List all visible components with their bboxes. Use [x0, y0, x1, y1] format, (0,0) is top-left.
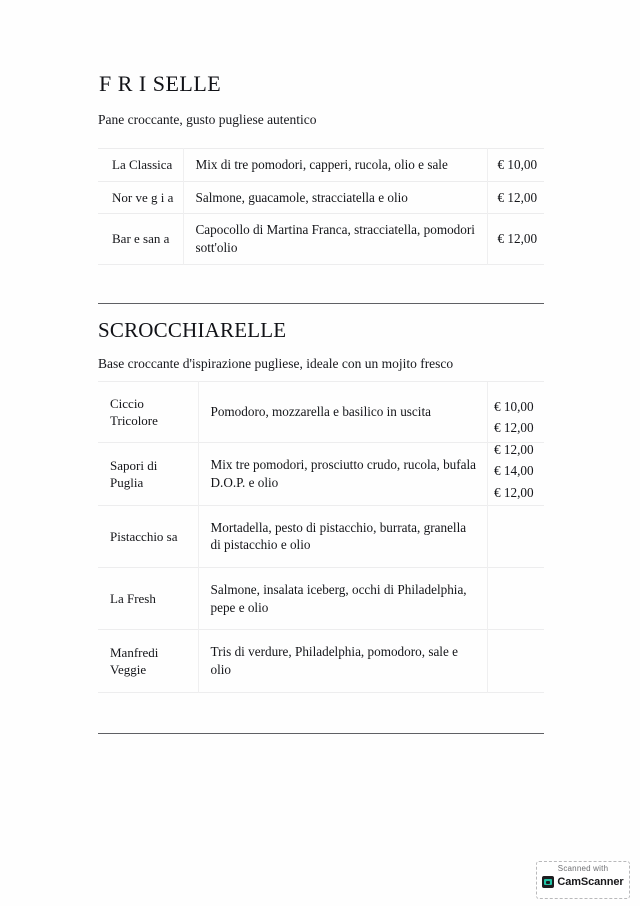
item-description: Capocollo di Martina Franca, stracciatella, pomodori sott'olio — [183, 214, 487, 264]
table-row — [98, 214, 544, 264]
table-row — [98, 568, 544, 630]
table-row — [98, 443, 544, 505]
camscanner-icon — [542, 876, 554, 888]
item-price-cell — [487, 568, 544, 630]
friselle-menu-table — [98, 148, 544, 265]
item-name: La Classica — [98, 149, 183, 182]
watermark-brand-row — [537, 876, 629, 888]
section-divider-rule — [98, 303, 544, 304]
item-description: Mortadella, pesto di pistacchio, burrata, granella di pistacchio e olio — [198, 505, 487, 567]
item-name: Ciccio Tricolore — [98, 382, 198, 443]
item-description: Pomodoro, mozzarella e basilico in uscita — [198, 382, 487, 443]
item-name: Sapori di Puglia — [98, 443, 198, 505]
watermark-brand-name: CamScanner — [557, 875, 624, 888]
friselle-section-title: F R I SELLE — [99, 71, 222, 96]
friselle-section-subtitle: Pane croccante, gusto pugliese autentico — [98, 112, 317, 127]
item-price: € 10,00 — [487, 149, 544, 182]
item-price: € 12,00 — [487, 181, 544, 214]
item-price-cell — [487, 505, 544, 567]
table-row — [98, 382, 544, 443]
item-price: € 12,00 — [487, 214, 544, 264]
table-row — [98, 149, 544, 182]
table-row — [98, 630, 544, 692]
scrocchiarelle-price-column: € 10,00 € 12,00 € 12,00 € 14,00 € 12,00 — [494, 399, 534, 500]
table-row — [98, 505, 544, 567]
scrocchiarelle-menu-table — [98, 381, 544, 693]
table-row — [98, 181, 544, 214]
item-description: Salmone, insalata iceberg, occhi di Philadelphia, pepe e olio — [198, 568, 487, 630]
bottom-divider-rule — [98, 733, 544, 734]
item-description: Salmone, guacamole, stracciatella e olio — [183, 181, 487, 214]
item-price-cell — [487, 630, 544, 692]
scrocchiarelle-section-subtitle: Base croccante d'ispirazione pugliese, ideale con un mojito fresco — [98, 356, 454, 371]
camscanner-watermark — [536, 861, 630, 899]
item-name: La Fresh — [98, 568, 198, 630]
watermark-scanned-with-label: Scanned with — [557, 864, 609, 873]
item-name: Nor ve g i a — [98, 181, 183, 214]
item-name: Manfredi Veggie — [98, 630, 198, 692]
item-name: Bar e san a — [98, 214, 183, 264]
item-description: Mix di tre pomodori, capperi, rucola, olio e sale — [195, 157, 448, 172]
item-description: Mix tre pomodori, prosciutto crudo, rucola, bufala D.O.P. e olio — [198, 443, 487, 505]
item-name: Pistacchio sa — [98, 505, 198, 567]
item-description: Tris di verdure, Philadelphia, pomodoro, sale e olio — [198, 630, 487, 692]
scrocchiarelle-section-title: SCROCCHIARELLE — [98, 318, 287, 342]
